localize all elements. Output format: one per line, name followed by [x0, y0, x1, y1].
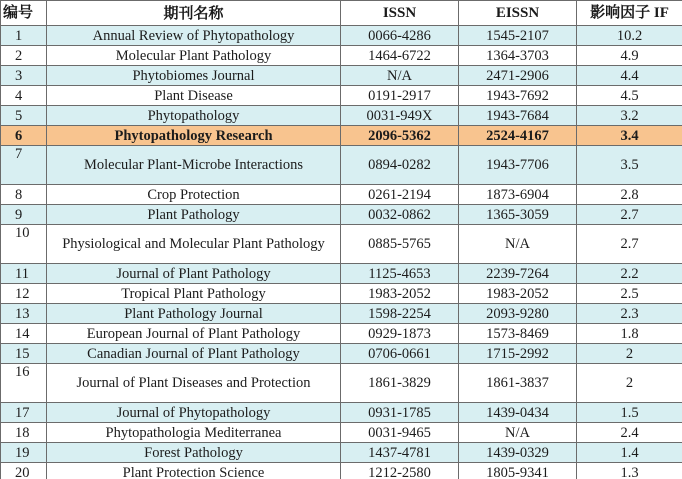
cell-issn: 0066-4286 — [341, 26, 459, 46]
table-row — [1, 284, 682, 304]
table-row — [1, 106, 682, 126]
cell-impact-factor: 2.4 — [577, 423, 682, 443]
cell-impact-factor: 2.8 — [577, 185, 682, 205]
cell-issn: 0885-5765 — [341, 225, 459, 264]
cell-number: 4 — [1, 86, 47, 106]
cell-eissn: 1573-8469 — [459, 324, 577, 344]
cell-impact-factor: 4.4 — [577, 66, 682, 86]
cell-issn: 0031-949X — [341, 106, 459, 126]
cell-number: 11 — [1, 264, 47, 284]
cell-journal-name: Forest Pathology — [47, 443, 341, 463]
table-row — [1, 146, 682, 185]
cell-eissn: 1873-6904 — [459, 185, 577, 205]
cell-eissn: 1439-0329 — [459, 443, 577, 463]
header-eissn: EISSN — [459, 1, 577, 26]
header-journal-name: 期刊名称 — [47, 1, 341, 26]
cell-issn: 1464-6722 — [341, 46, 459, 66]
cell-number: 3 — [1, 66, 47, 86]
table-row — [1, 443, 682, 463]
table-row — [1, 344, 682, 364]
cell-impact-factor: 1.3 — [577, 463, 682, 479]
cell-eissn: 2471-2906 — [459, 66, 577, 86]
cell-journal-name: Phytobiomes Journal — [47, 66, 341, 86]
cell-number: 5 — [1, 106, 47, 126]
cell-journal-name: Journal of Phytopathology — [47, 403, 341, 423]
cell-journal-name: Plant Disease — [47, 86, 341, 106]
cell-journal-name: Phytopathology Research — [47, 126, 341, 146]
cell-impact-factor: 1.8 — [577, 324, 682, 344]
cell-journal-name: Journal of Plant Pathology — [47, 264, 341, 284]
cell-issn: 1983-2052 — [341, 284, 459, 304]
cell-journal-name: Plant Pathology Journal — [47, 304, 341, 324]
cell-impact-factor: 2.5 — [577, 284, 682, 304]
cell-journal-name: Plant Pathology — [47, 205, 341, 225]
cell-eissn: N/A — [459, 423, 577, 443]
cell-number: 18 — [1, 423, 47, 443]
cell-journal-name: Canadian Journal of Plant Pathology — [47, 344, 341, 364]
cell-number: 12 — [1, 284, 47, 304]
cell-eissn: 1805-9341 — [459, 463, 577, 479]
cell-impact-factor: 1.5 — [577, 403, 682, 423]
table-row — [1, 264, 682, 284]
cell-number: 17 — [1, 403, 47, 423]
cell-eissn: 1439-0434 — [459, 403, 577, 423]
cell-issn: 1125-4653 — [341, 264, 459, 284]
cell-issn: 0706-0661 — [341, 344, 459, 364]
table-row-highlighted — [1, 126, 682, 146]
cell-journal-name: Phytopathologia Mediterranea — [47, 423, 341, 443]
cell-impact-factor: 4.9 — [577, 46, 682, 66]
cell-issn: 0931-1785 — [341, 403, 459, 423]
table-row — [1, 205, 682, 225]
cell-issn: N/A — [341, 66, 459, 86]
cell-eissn: 1545-2107 — [459, 26, 577, 46]
cell-impact-factor: 2 — [577, 364, 682, 403]
cell-number: 13 — [1, 304, 47, 324]
header-issn: ISSN — [341, 1, 459, 26]
cell-issn: 0929-1873 — [341, 324, 459, 344]
cell-number: 10 — [1, 225, 47, 264]
cell-eissn: 1364-3703 — [459, 46, 577, 66]
cell-eissn: 1861-3837 — [459, 364, 577, 403]
table-row — [1, 463, 682, 479]
cell-issn: 1212-2580 — [341, 463, 459, 479]
table-header — [1, 1, 682, 26]
cell-eissn: 1983-2052 — [459, 284, 577, 304]
cell-number: 8 — [1, 185, 47, 205]
cell-impact-factor: 3.4 — [577, 126, 682, 146]
table-body — [1, 26, 682, 479]
cell-journal-name: European Journal of Plant Pathology — [47, 324, 341, 344]
table-row — [1, 26, 682, 46]
cell-impact-factor: 2.2 — [577, 264, 682, 284]
cell-eissn: 1715-2992 — [459, 344, 577, 364]
cell-journal-name: Molecular Plant Pathology — [47, 46, 341, 66]
table-row — [1, 364, 682, 403]
cell-journal-name: Crop Protection — [47, 185, 341, 205]
cell-impact-factor: 2.7 — [577, 225, 682, 264]
table-row — [1, 66, 682, 86]
cell-issn: 0191-2917 — [341, 86, 459, 106]
cell-impact-factor: 3.2 — [577, 106, 682, 126]
cell-number: 16 — [1, 364, 47, 403]
cell-number: 2 — [1, 46, 47, 66]
cell-issn: 0261-2194 — [341, 185, 459, 205]
table-row — [1, 86, 682, 106]
cell-impact-factor: 10.2 — [577, 26, 682, 46]
table-row — [1, 423, 682, 443]
cell-issn: 0031-9465 — [341, 423, 459, 443]
cell-journal-name: Phytopathology — [47, 106, 341, 126]
cell-eissn: 2239-7264 — [459, 264, 577, 284]
header-impact-factor: 影响因子 IF — [577, 1, 682, 26]
cell-issn: 2096-5362 — [341, 126, 459, 146]
cell-number: 7 — [1, 146, 47, 185]
cell-number: 14 — [1, 324, 47, 344]
cell-impact-factor: 2 — [577, 344, 682, 364]
cell-eissn: 1943-7684 — [459, 106, 577, 126]
cell-journal-name: Molecular Plant-Microbe Interactions — [47, 146, 341, 185]
cell-eissn: 1943-7692 — [459, 86, 577, 106]
table-row — [1, 304, 682, 324]
cell-eissn: 1365-3059 — [459, 205, 577, 225]
cell-impact-factor: 2.3 — [577, 304, 682, 324]
cell-issn: 0032-0862 — [341, 205, 459, 225]
cell-impact-factor: 2.7 — [577, 205, 682, 225]
cell-number: 9 — [1, 205, 47, 225]
cell-issn: 1437-4781 — [341, 443, 459, 463]
cell-number: 15 — [1, 344, 47, 364]
cell-issn: 1598-2254 — [341, 304, 459, 324]
table-row — [1, 225, 682, 264]
cell-number: 20 — [1, 463, 47, 479]
cell-eissn: 2093-9280 — [459, 304, 577, 324]
cell-issn: 1861-3829 — [341, 364, 459, 403]
cell-number: 19 — [1, 443, 47, 463]
table-row — [1, 185, 682, 205]
cell-impact-factor: 3.5 — [577, 146, 682, 185]
table-row — [1, 403, 682, 423]
header-row — [1, 1, 682, 26]
cell-journal-name: Annual Review of Phytopathology — [47, 26, 341, 46]
cell-impact-factor: 4.5 — [577, 86, 682, 106]
cell-eissn: 2524-4167 — [459, 126, 577, 146]
cell-number: 1 — [1, 26, 47, 46]
cell-eissn: 1943-7706 — [459, 146, 577, 185]
cell-eissn: N/A — [459, 225, 577, 264]
cell-impact-factor: 1.4 — [577, 443, 682, 463]
table-row — [1, 46, 682, 66]
header-number: 编号 — [1, 1, 47, 26]
cell-number: 6 — [1, 126, 47, 146]
cell-journal-name: Plant Protection Science — [47, 463, 341, 479]
cell-journal-name: Physiological and Molecular Plant Pathology — [47, 225, 341, 264]
cell-issn: 0894-0282 — [341, 146, 459, 185]
cell-journal-name: Journal of Plant Diseases and Protection — [47, 364, 341, 403]
table-row — [1, 324, 682, 344]
cell-journal-name: Tropical Plant Pathology — [47, 284, 341, 304]
